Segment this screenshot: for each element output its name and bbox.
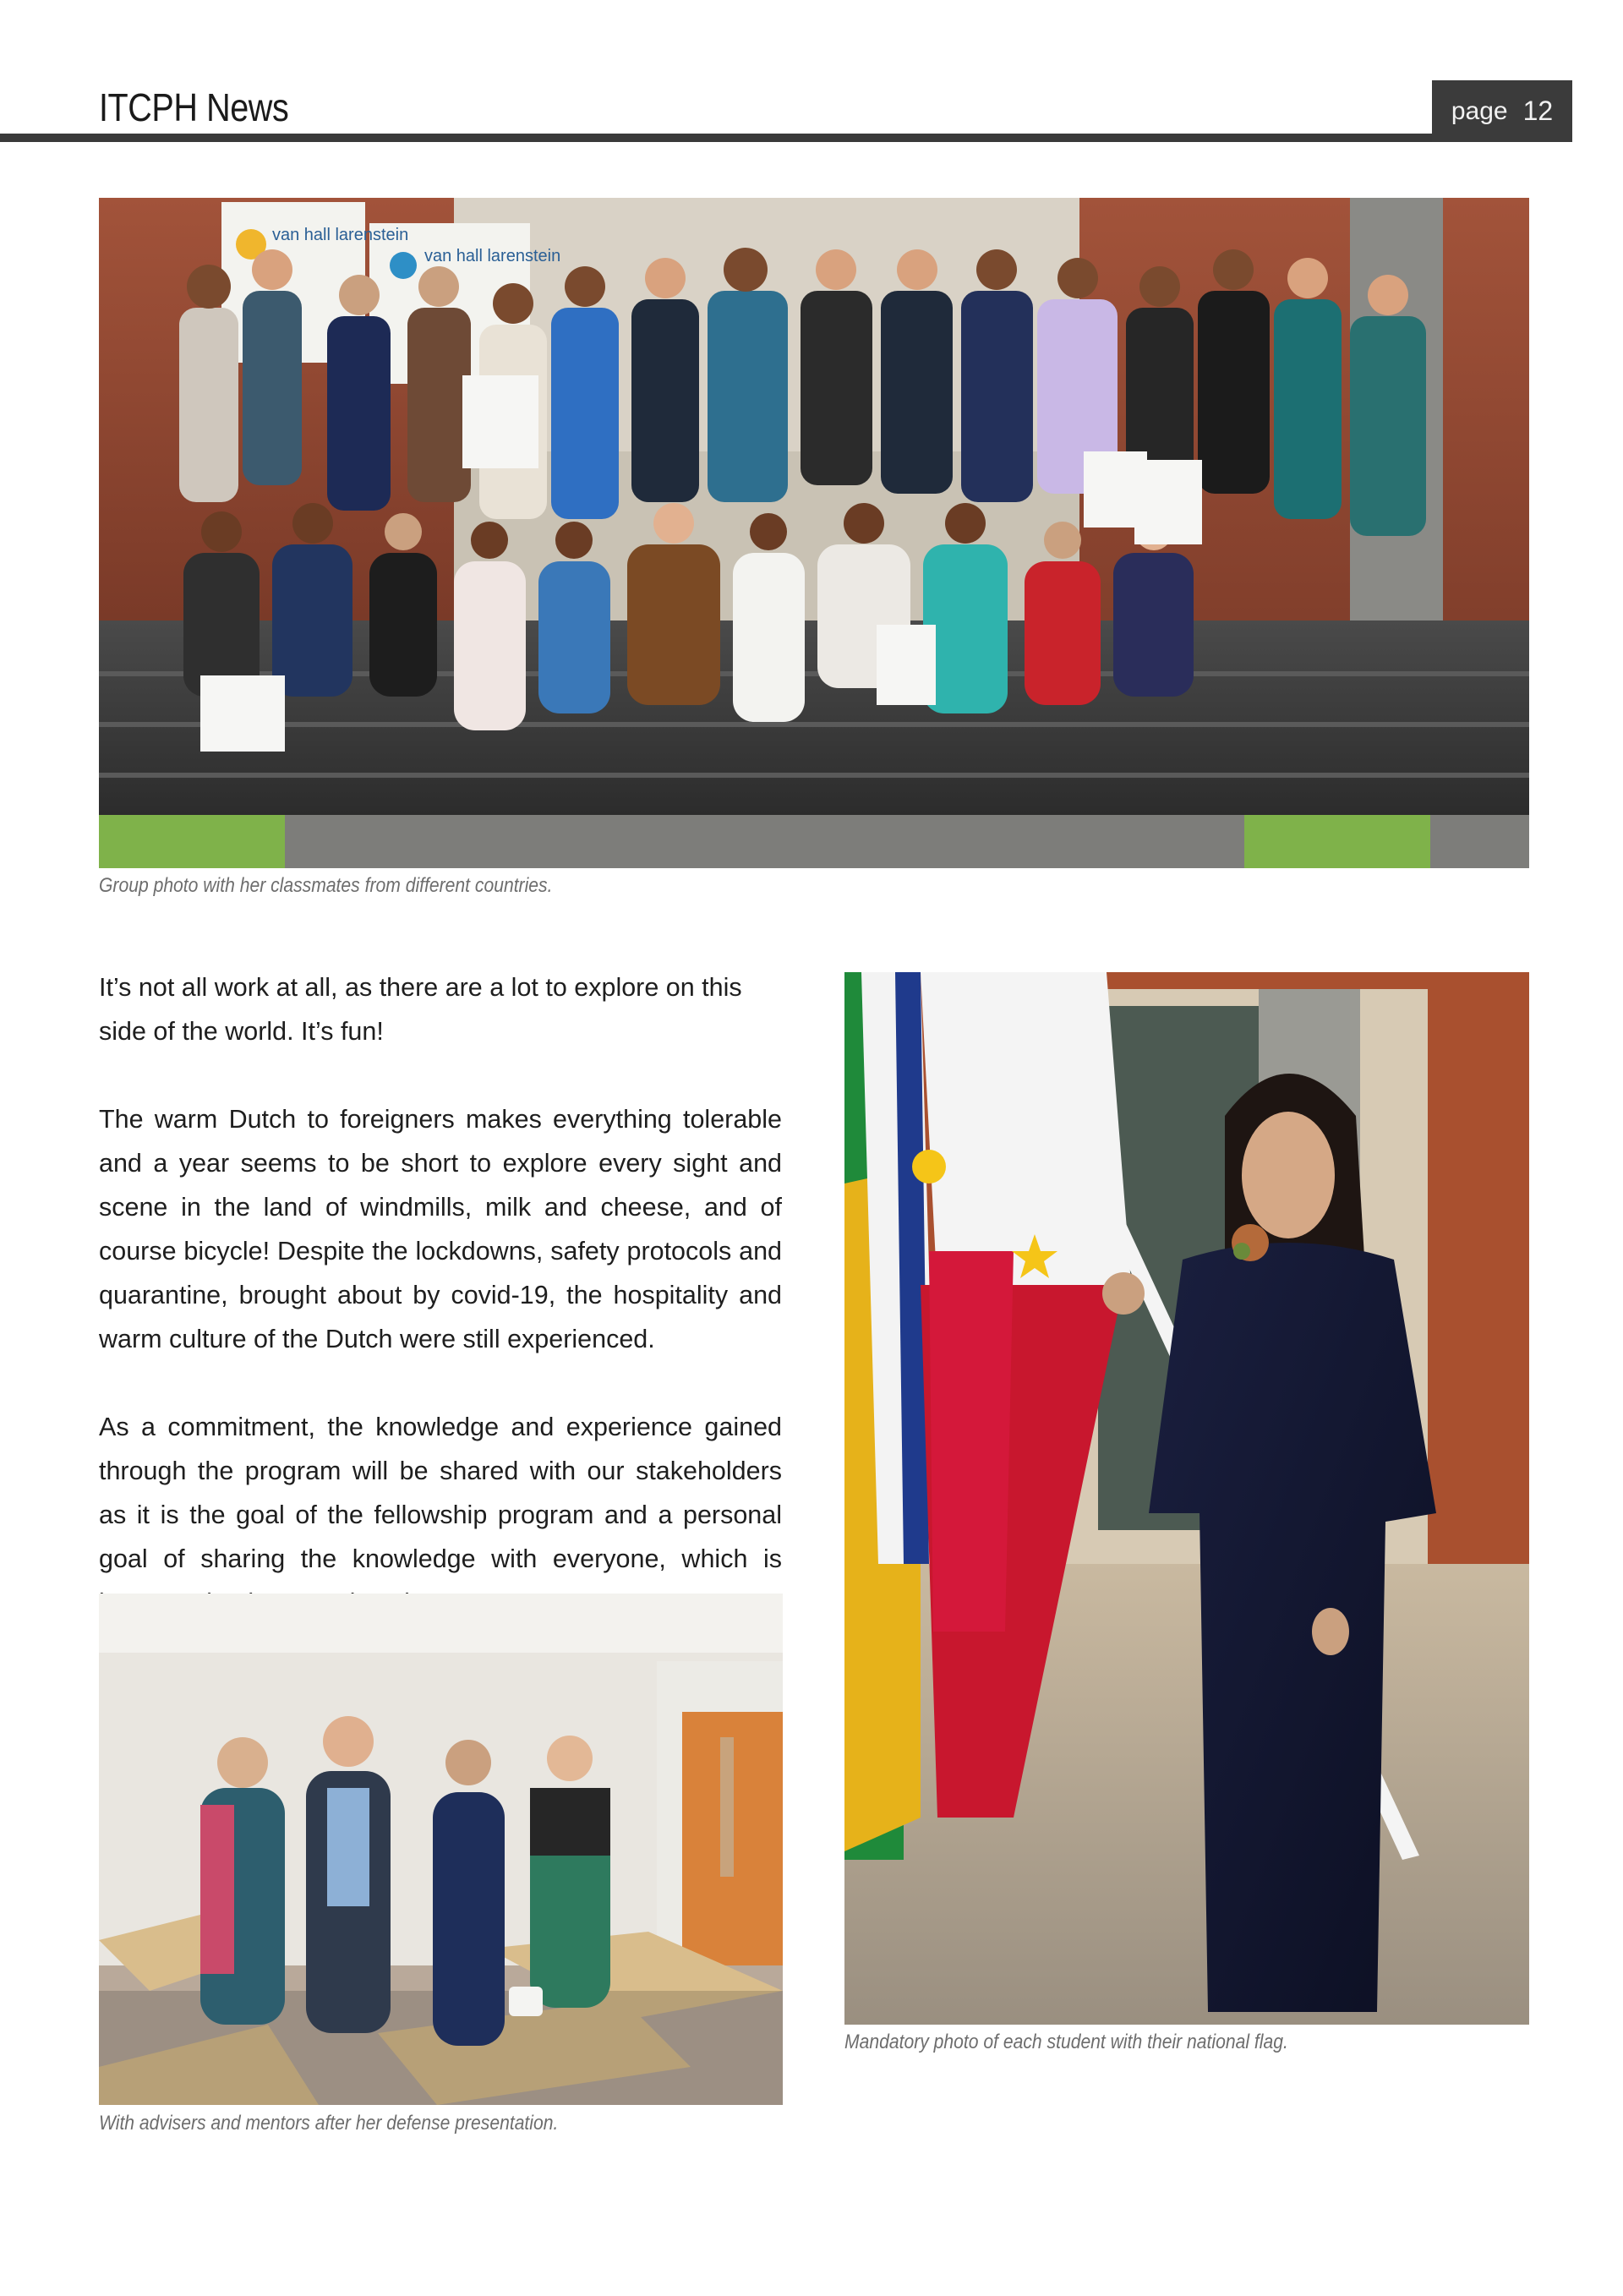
- group-photo-image: [99, 198, 1529, 868]
- newsletter-title: ITCPH News: [99, 85, 289, 129]
- article-body: [99, 965, 782, 1669]
- group-photo: [99, 198, 1529, 868]
- page-number: 12: [1522, 96, 1554, 126]
- advisers-photo: [99, 1594, 783, 2105]
- page-number-tab: [1432, 80, 1572, 142]
- page-label: page: [1451, 96, 1508, 125]
- advisers-photo-caption: With advisers and mentors after her defense presentation.: [99, 2112, 559, 2135]
- advisers-photo-image: [99, 1594, 783, 2105]
- flag-photo-image: [844, 972, 1529, 2025]
- group-photo-caption: Group photo with her classmates from different countries.: [99, 874, 553, 897]
- paragraph-1: It’s not all work at all, as there are a lot to explore on this side of the world. It’s fun!: [99, 973, 742, 1046]
- flag-photo-caption: Mandatory photo of each student with their national flag.: [844, 2031, 1288, 2053]
- header-rule: [0, 134, 1572, 142]
- banner-text-right: van hall larenstein: [424, 247, 561, 265]
- banner-text-left: van hall larenstein: [272, 226, 409, 244]
- paragraph-2: The warm Dutch to foreigners makes everything tolerable and a year seems to be short to explore every sight and scene in the land of windmills, milk and cheese, and of course bicycle! Despite the lockdowns, safety protocols and quarantine, brought about by covid-19, the hospitality and warm culture of the Dutch were still experienced.: [99, 1105, 782, 1353]
- flag-photo: [844, 972, 1529, 2025]
- paragraph-3: As a commitment, the knowledge and experience gained through the program will be shared with our stakeholders as it is the goal of the fellowship program and a personal goal of sharing the knowledge with everyone, which is: [99, 1413, 782, 1573]
